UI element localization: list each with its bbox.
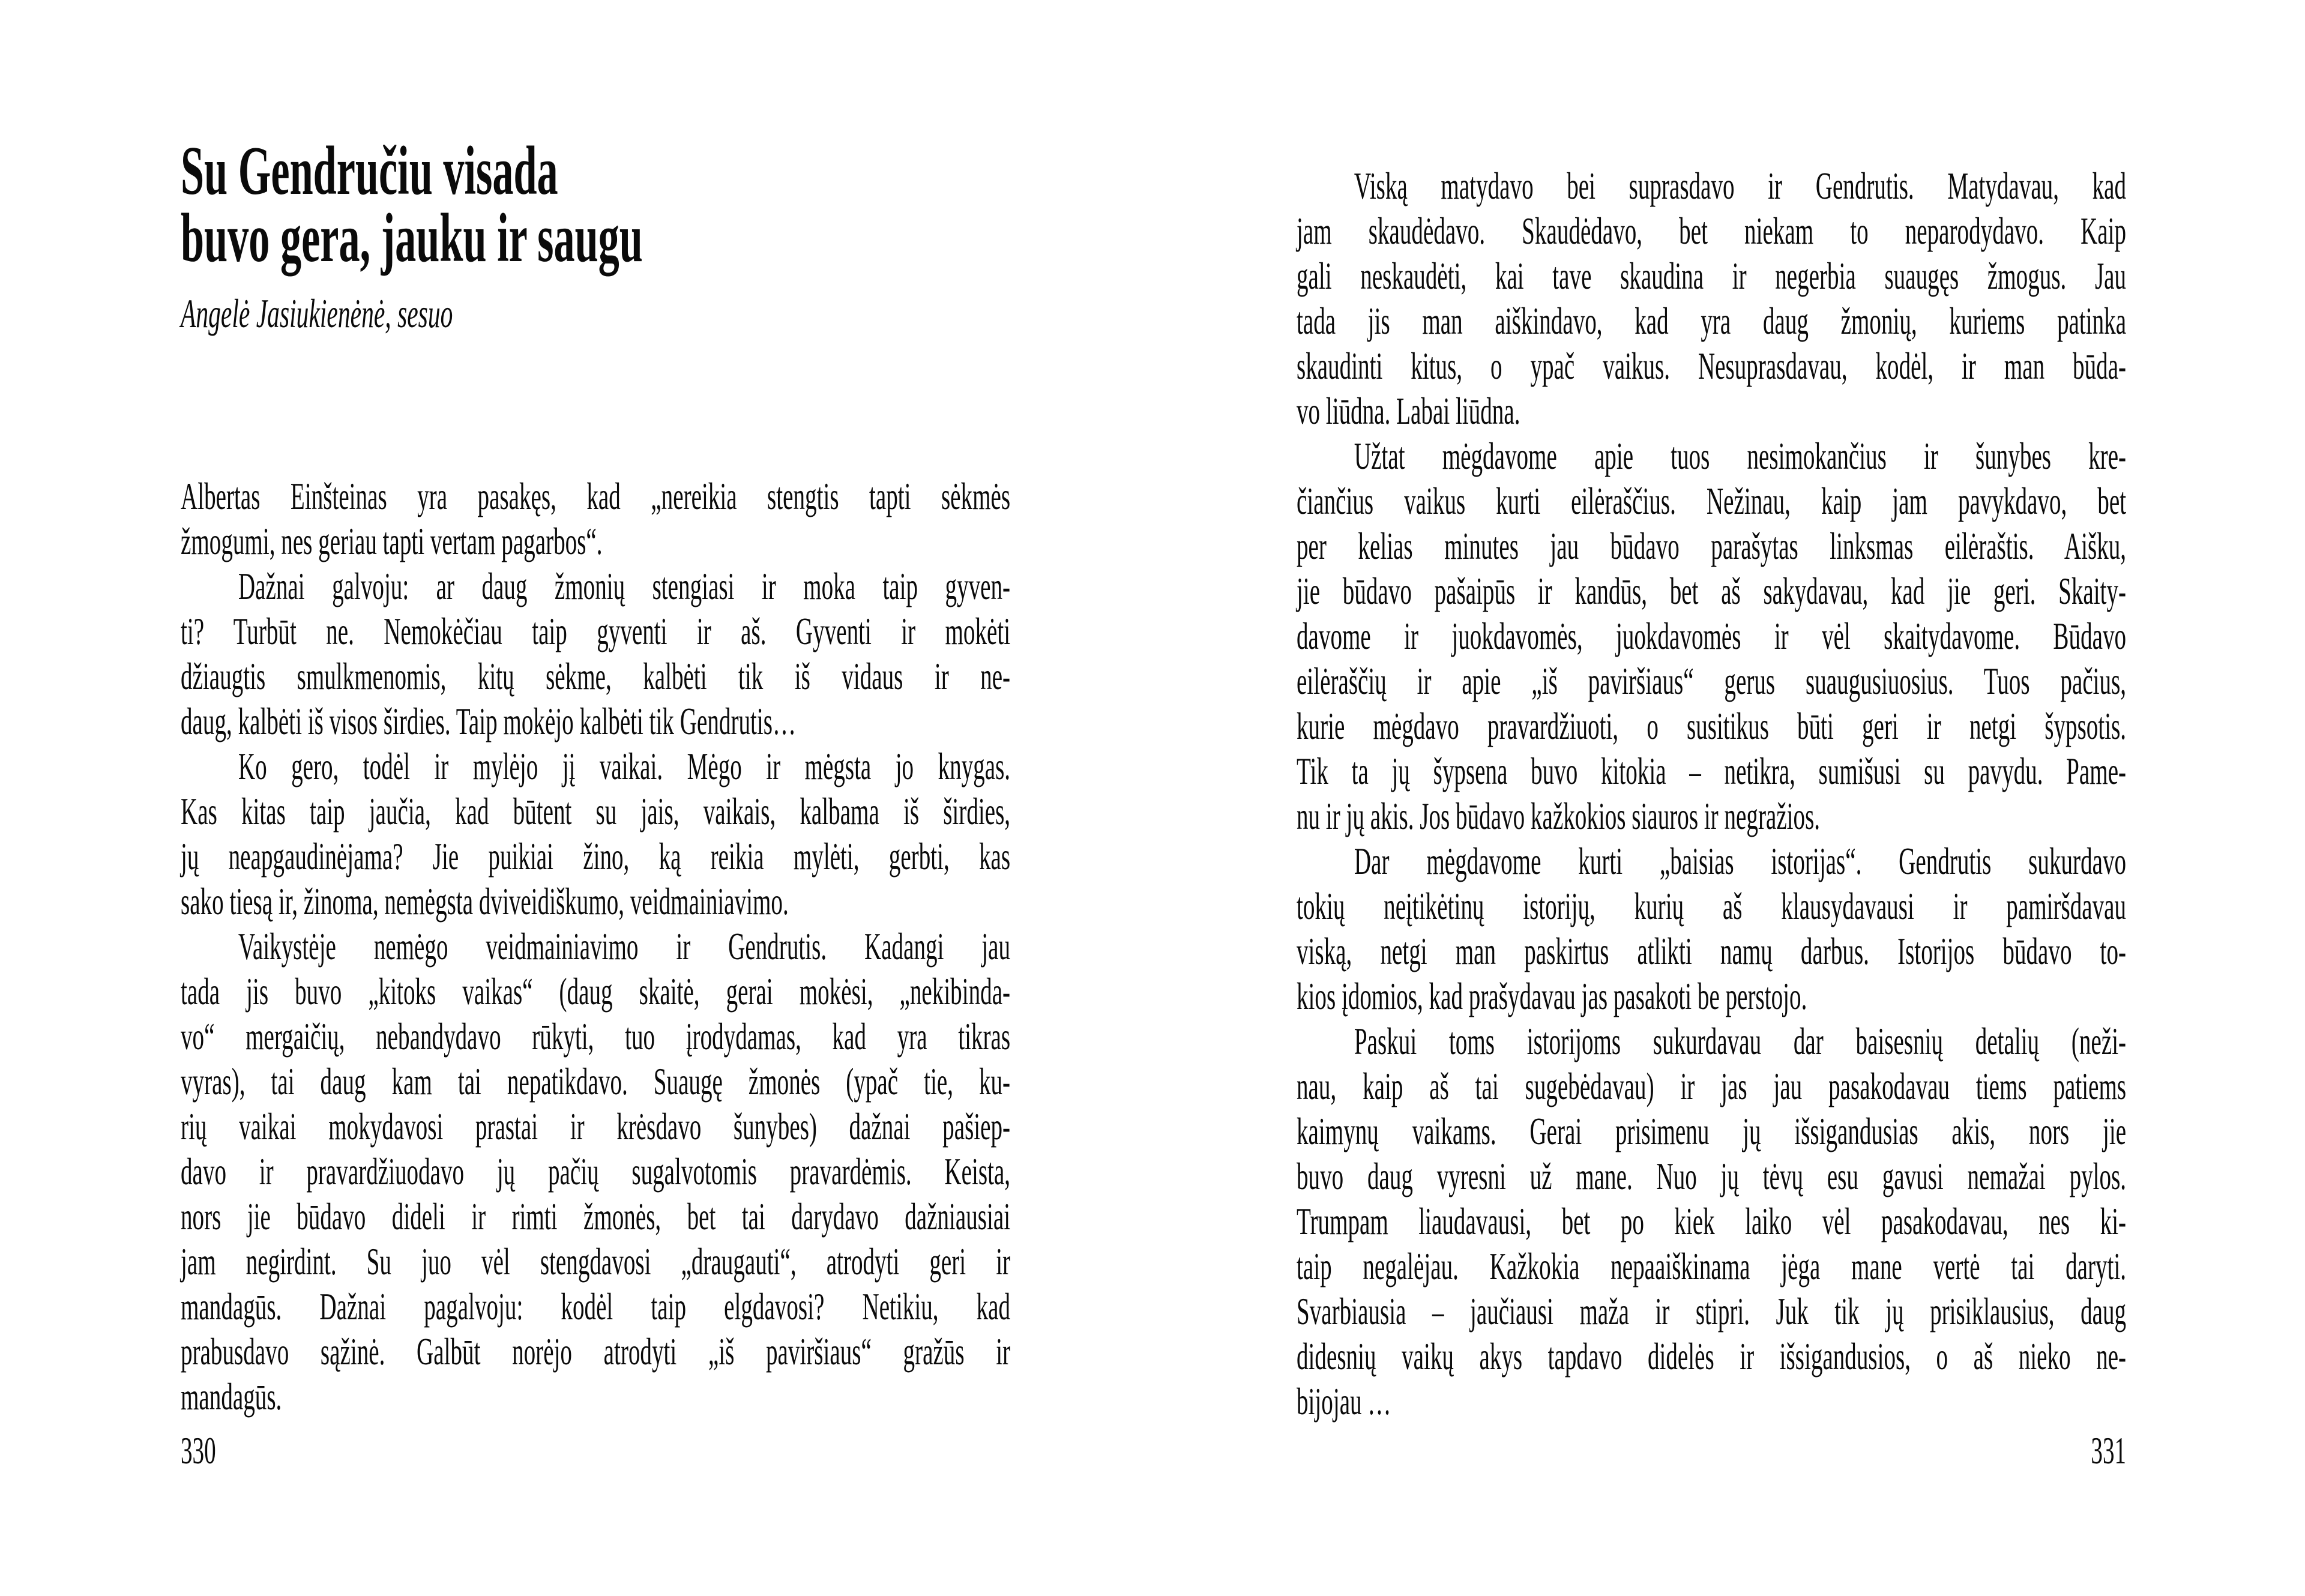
text-line: vyras), tai daug kam tai nepatikdavo. Suaugę žmonės (ypač tie, ku- xyxy=(181,1060,1011,1103)
text-line: skaudinti kitus, o ypač vaikus. Nesuprasdavau, kodėl, ir man būda- xyxy=(1297,345,2127,387)
text-line: džiaugtis smulkmenomis, kitų sėkme, kalbėti tik iš vidaus ir ne- xyxy=(181,655,1011,697)
text-line: Albertas Einšteinas yra pasakęs, kad „nereikia stengtis tapti sėkmės xyxy=(181,475,1011,517)
page-right xyxy=(1297,0,2126,1596)
text-line: nors jie būdavo dideli ir rimti žmonės, bet tai darydavo dažniausiai xyxy=(181,1195,1011,1238)
text-line: Dažnai galvoju: ar daug žmonių stengiasi ir moka taip gyven- xyxy=(238,565,1011,607)
text-line: didesnių vaikų akys tapdavo didelės ir išsigandusios, o aš nieko ne- xyxy=(1297,1335,2127,1378)
text-line: žmogumi, nes geriau tapti vertam pagarbos“. xyxy=(181,520,603,562)
text-line: bijojau … xyxy=(1297,1380,1391,1423)
text-line: tokių neįtikėtinų istorijų, kurių aš klausydavausi ir pamiršdavau xyxy=(1297,885,2127,927)
text-line: Dar mėgdavome kurti „baisias istorijas“. Gendrutis sukurdavo xyxy=(1354,840,2127,882)
text-line: Ko gero, todėl ir mylėjo jį vaikai. Mėgo ir mėgsta jo knygas. xyxy=(238,745,1011,787)
text-line: Svarbiausia – jaučiausi maža ir stipri. Juk tik jų prisiklausius, daug xyxy=(1297,1290,2127,1333)
chapter-title xyxy=(181,133,1010,276)
chapter-author: Angelė Jasiukienėnė, sesuo xyxy=(181,291,453,336)
text-line: tada jis buvo „kitoks vaikas“ (daug skaitė, gerai mokėsi, „nekibinda- xyxy=(181,970,1011,1013)
text-line: prabusdavo sąžinė. Galbūt norėjo atrodyti „iš paviršiaus“ gražūs ir xyxy=(181,1330,1011,1373)
text-line: gali neskaudėti, kai tave skaudina ir negerbia suaugęs žmogus. Jau xyxy=(1297,254,2127,297)
text-line: Trumpam liaudavausi, bet po kiek laiko vėl pasakodavau, nes ki- xyxy=(1297,1200,2127,1242)
page-number-right: 331 xyxy=(2091,1429,2127,1472)
text-line: kios įdomios, kad prašydavau jas pasakoti be perstojo. xyxy=(1297,975,1807,1017)
text-line: nau, kaip aš tai sugebėdavau) ir jas jau pasakodavau tiems patiems xyxy=(1297,1065,2127,1107)
chapter-title-line-2: buvo gera, jauku ir saugu xyxy=(181,200,643,276)
text-line: sako tiesą ir, žinoma, nemėgsta dviveidiškumo, veidmainiavimo. xyxy=(181,880,789,923)
text-line: Tik ta jų šypsena buvo kitokia – netikra, sumišusi su pavydu. Pame- xyxy=(1297,750,2127,792)
text-line: buvo daug vyresni už mane. Nuo jų tėvų esu gavusi nemažai pylos. xyxy=(1297,1155,2127,1197)
text-line: jam negirdint. Su juo vėl stengdavosi „draugauti“, atrodyti geri ir xyxy=(181,1240,1011,1283)
body-text-right xyxy=(1297,163,2126,1424)
text-line: Paskui toms istorijoms sukurdavau dar baisesnių detalių (neži- xyxy=(1354,1020,2127,1062)
text-line: rių vaikai mokydavosi prastai ir krėsdavo šunybes) dažnai pašiep- xyxy=(181,1105,1011,1148)
text-line: Kas kitas taip jaučia, kad būtent su jais, vaikais, kalbama iš širdies, xyxy=(181,790,1011,833)
text-line: nu ir jų akis. Jos būdavo kažkokios siauros ir negražios. xyxy=(1297,795,1821,837)
body-text-left xyxy=(181,474,1010,1419)
text-line: mandagūs. xyxy=(181,1375,282,1418)
page-number-left: 330 xyxy=(181,1429,216,1472)
text-line: jie būdavo pašaipūs ir kandūs, bet aš sakydavau, kad jie geri. Skaity- xyxy=(1297,570,2127,612)
text-line: vo liūdna. Labai liūdna. xyxy=(1297,390,1520,432)
chapter-title-line-1: Su Gendručiu visada xyxy=(181,133,558,209)
text-line: tada jis man aiškindavo, kad yra daug žmonių, kuriems patinka xyxy=(1297,300,2127,342)
text-line: daug, kalbėti iš visos širdies. Taip mokėjo kalbėti tik Gendrutis… xyxy=(181,700,797,742)
text-line: viską, netgi man paskirtus atlikti namų darbus. Istorijos būdavo to- xyxy=(1297,930,2127,972)
text-line: jam skaudėdavo. Skaudėdavo, bet niekam to neparodydavo. Kaip xyxy=(1297,209,2127,252)
text-line: ti? Turbūt ne. Nemokėčiau taip gyventi ir aš. Gyventi ir mokėti xyxy=(181,610,1011,652)
text-line: vo“ mergaičių, nebandydavo rūkyti, tuo įrodydamas, kad yra tikras xyxy=(181,1015,1011,1058)
text-line: taip negalėjau. Kažkokia nepaaiškinama jėga mane vertė tai daryti. xyxy=(1297,1245,2127,1287)
text-line: Vaikystėje nemėgo veidmainiavimo ir Gendrutis. Kadangi jau xyxy=(238,925,1011,968)
text-line: kurie mėgdavo pravardžiuoti, o susitikus būti geri ir netgi šypsotis. xyxy=(1297,705,2127,747)
page-left xyxy=(181,0,1010,1596)
text-line: kaimynų vaikams. Gerai prisimenu jų išsigandusias akis, nors jie xyxy=(1297,1110,2127,1152)
text-line: čiančius vaikus kurti eilėraščius. Nežinau, kaip jam pavykdavo, bet xyxy=(1297,480,2127,522)
text-line: eilėraščių ir apie „iš paviršiaus“ gerus suaugusiuosius. Tuos pačius, xyxy=(1297,660,2127,702)
text-line: davome ir juokdavomės, juokdavomės ir vėl skaitydavome. Būdavo xyxy=(1297,615,2127,657)
text-line: Viską matydavo bei suprasdavo ir Gendrutis. Matydavau, kad xyxy=(1354,164,2127,207)
text-line: davo ir pravardžiuodavo jų pačių sugalvotomis pravardėmis. Keista, xyxy=(181,1150,1011,1193)
text-line: Užtat mėgdavome apie tuos nesimokančius ir šunybes kre- xyxy=(1354,435,2127,477)
text-line: per kelias minutes jau būdavo parašytas linksmas eilėraštis. Aišku, xyxy=(1297,525,2127,567)
text-line: jų neapgaudinėjama? Jie puikiai žino, ką reikia mylėti, gerbti, kas xyxy=(181,835,1011,878)
text-line: mandagūs. Dažnai pagalvoju: kodėl taip elgdavosi? Netikiu, kad xyxy=(181,1285,1011,1328)
